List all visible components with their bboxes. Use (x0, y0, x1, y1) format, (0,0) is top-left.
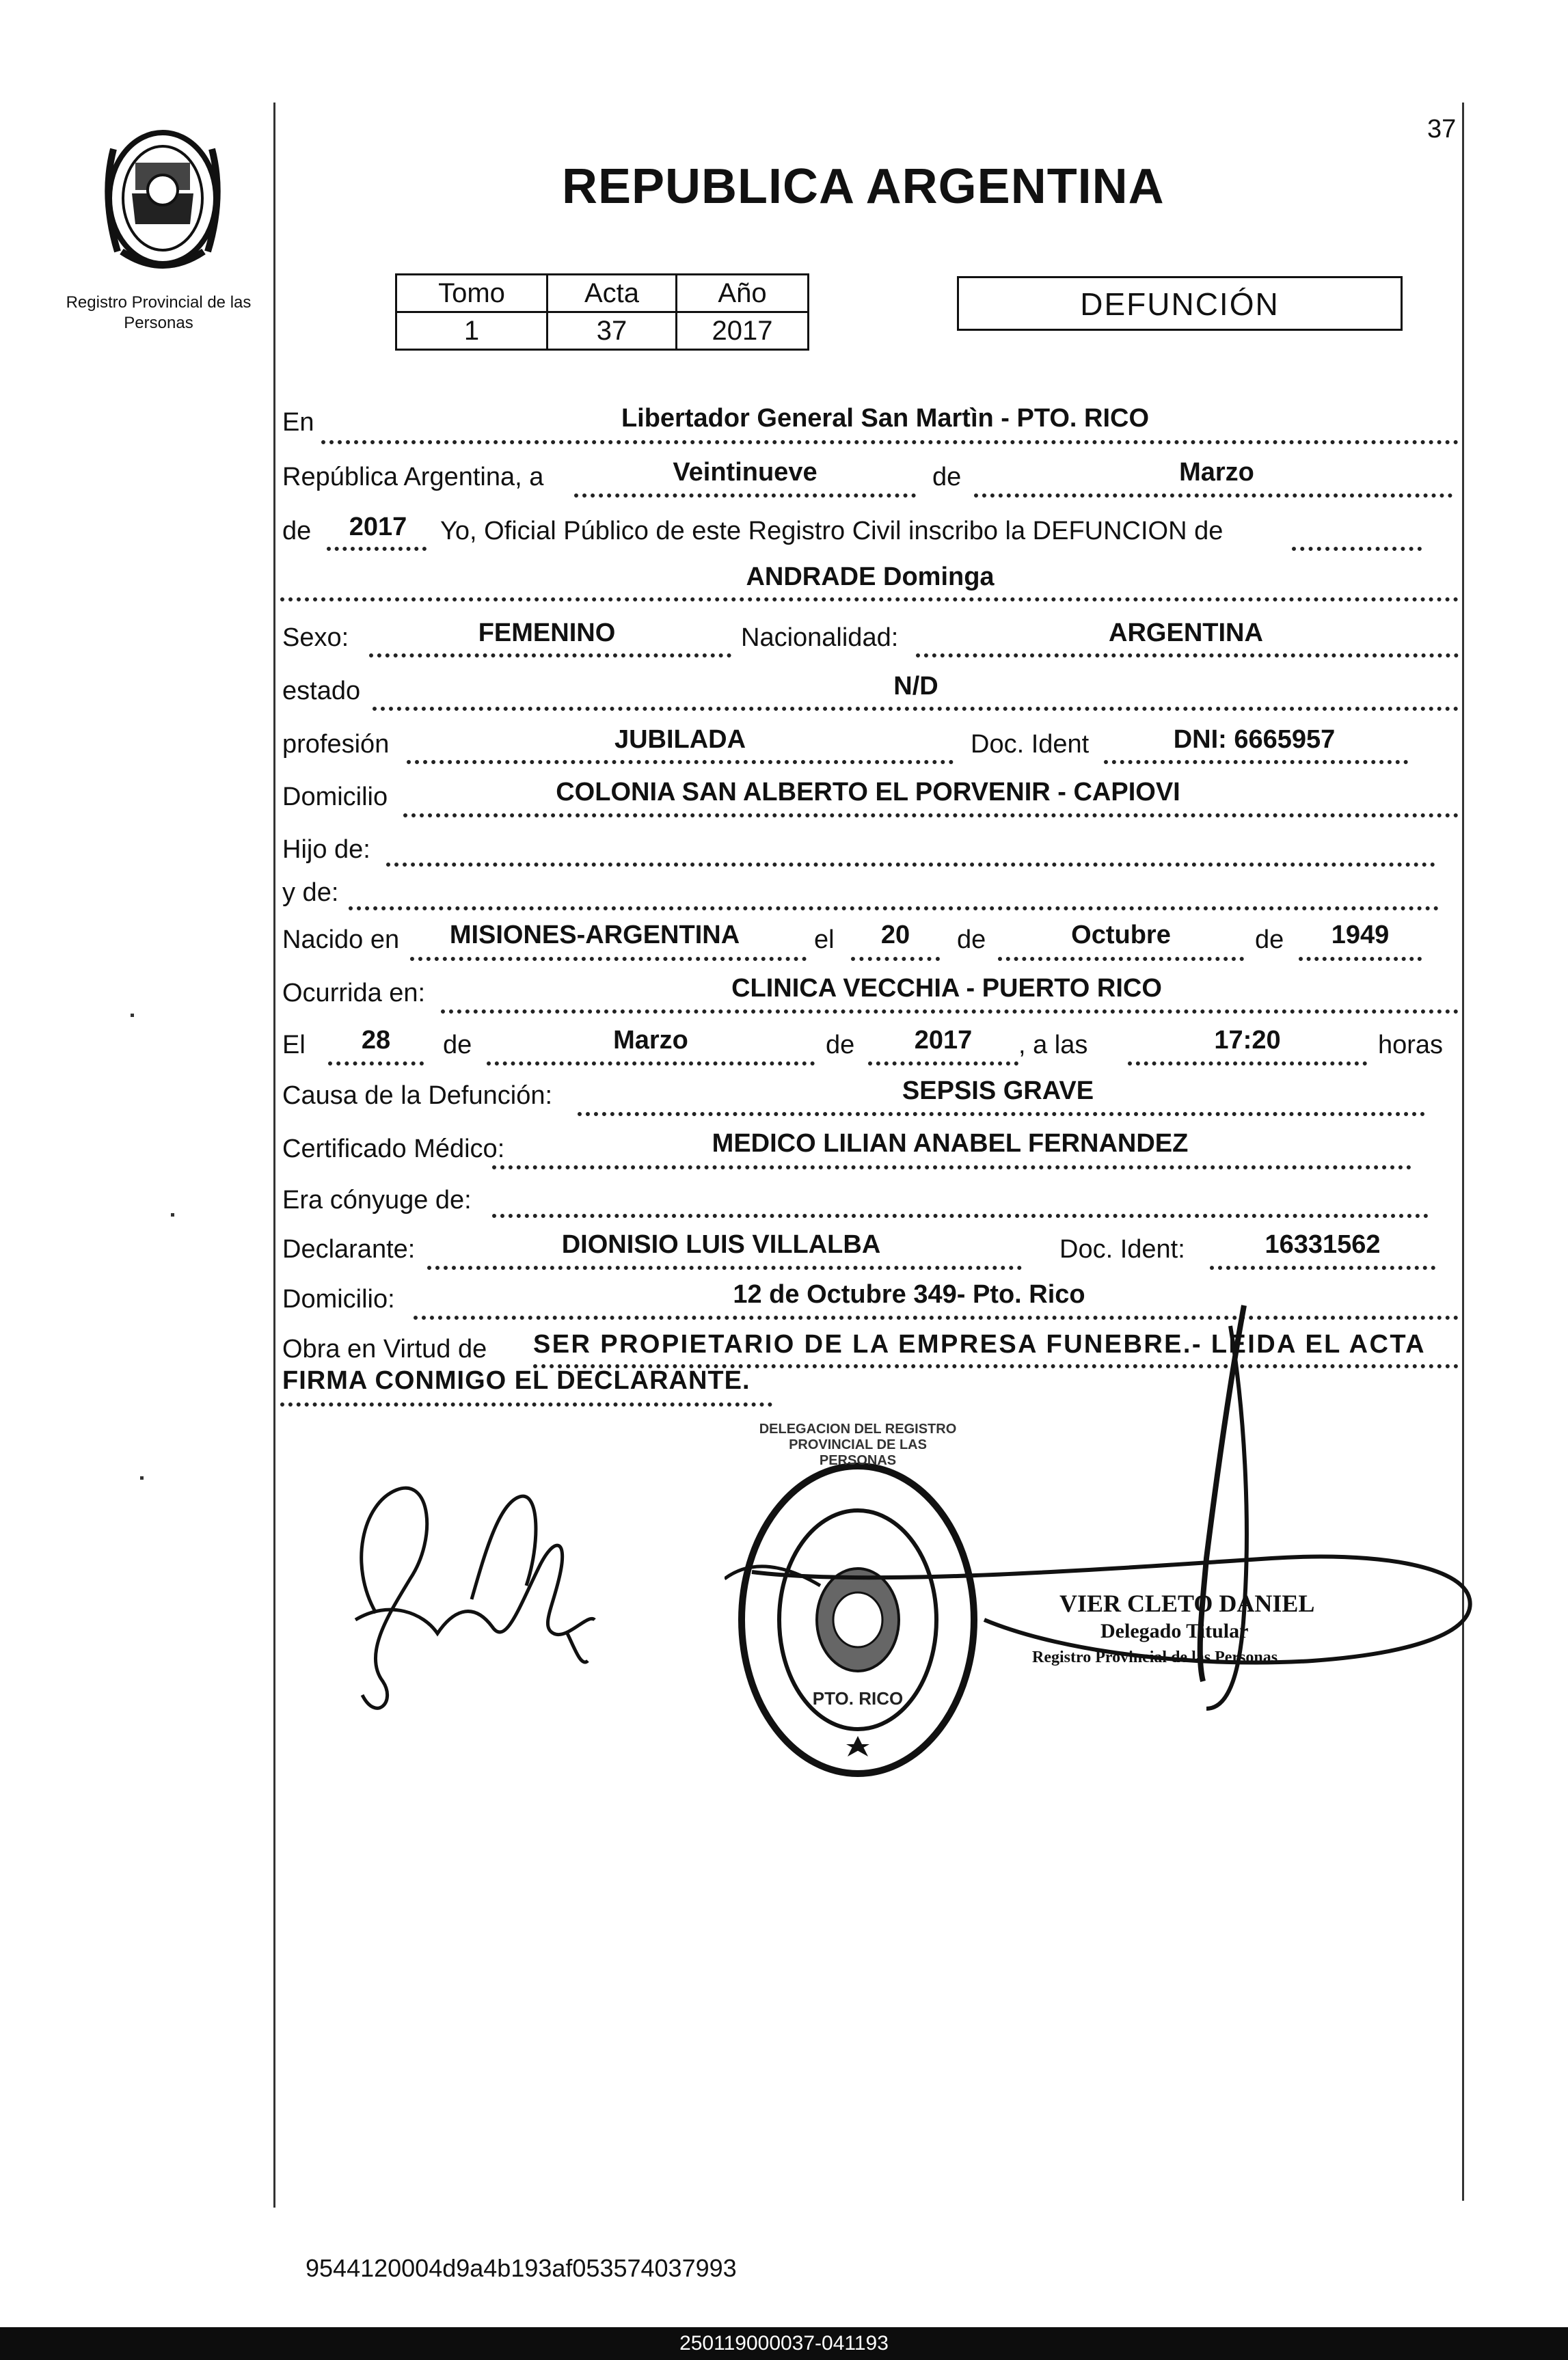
birth-de2-label: de (1255, 925, 1284, 954)
doc-ident-value: DNI: 6665957 (1173, 725, 1336, 754)
signature-scribble-icon (335, 1463, 622, 1722)
name-dotted-line (280, 597, 1459, 601)
page-title: REPUBLICA ARGENTINA (562, 159, 1165, 214)
province-logo (94, 122, 231, 279)
month-dotted-line (974, 493, 1452, 498)
domicilio-dotted-line (403, 813, 1459, 817)
death-de1-label: de (443, 1031, 472, 1059)
birth-month: Octubre (1071, 921, 1171, 949)
barcode-text: 250119000037-041193 (679, 2332, 889, 2355)
profesion-dotted-line (407, 760, 954, 764)
province-shield-icon (94, 122, 231, 279)
profesion-label: profesión (282, 730, 390, 759)
death-el-label: El (282, 1031, 306, 1059)
record-table-header-cell: Tomo (396, 275, 548, 312)
scan-mark (171, 1213, 174, 1217)
death-day: 28 (361, 1026, 391, 1055)
decl-doc-label: Doc. Ident: (1059, 1235, 1185, 1264)
en-label: En (282, 408, 314, 437)
birth-day: 20 (880, 921, 910, 949)
obra-value-line2: FIRMA CONMIGO EL DECLARANTE. (282, 1366, 751, 1395)
republica-label: República Argentina, a (282, 463, 544, 491)
record-table-cell: 37 (548, 312, 677, 350)
hijo-label: Hijo de: (282, 835, 370, 864)
decl-doc-dotted-line (1210, 1266, 1435, 1270)
profesion-value: JUBILADA (614, 725, 746, 754)
day-value: Veintinueve (673, 458, 817, 487)
official-signature (725, 1299, 1483, 1791)
de-label: de (932, 463, 962, 491)
ocurrida-dotted-line (441, 1009, 1459, 1014)
conyuge-label: Era cónyuge de: (282, 1186, 472, 1215)
y-de-label: y de: (282, 878, 339, 907)
record-type-box (957, 276, 1403, 331)
birth-day-dotted-line (851, 957, 940, 961)
declarant-signature (335, 1463, 622, 1722)
signature-flourish-icon (725, 1299, 1483, 1791)
nacionalidad-label: Nacionalidad: (741, 623, 899, 652)
nacido-label: Nacido en (282, 925, 400, 954)
barcode-bar (0, 2327, 1568, 2360)
document-hash: 9544120004d9a4b193af053574037993 (306, 2254, 737, 2282)
record-table-header-cell: Año (677, 275, 809, 312)
official-role: Delegado Titular (1100, 1620, 1249, 1642)
obra-dotted-line-2 (280, 1402, 772, 1407)
y-de-dotted-line (349, 906, 1439, 910)
death-month: Marzo (613, 1026, 688, 1055)
death-de2-label: de (826, 1031, 855, 1059)
nacionalidad-dotted-line (916, 653, 1459, 657)
death-month-dotted-line (487, 1061, 815, 1066)
estado-label: estado (282, 677, 361, 705)
death-year-dotted-line (868, 1061, 1018, 1066)
declarante-dotted-line (427, 1266, 1022, 1270)
en-dotted-line (321, 440, 1459, 444)
decl-domicilio-value: 12 de Octubre 349- Pto. Rico (733, 1280, 1085, 1309)
estado-dotted-line (373, 707, 1459, 711)
decl-domicilio-label: Domicilio: (282, 1285, 395, 1314)
birth-month-dotted-line (998, 957, 1244, 961)
year-value: 2017 (349, 513, 407, 541)
horas-label: horas (1378, 1031, 1444, 1059)
domicilio-value: COLONIA SAN ALBERTO EL PORVENIR - CAPIOVI (556, 778, 1180, 806)
death-day-dotted-line (328, 1061, 424, 1066)
record-table-header-cell: Acta (548, 275, 677, 312)
left-margin-line (273, 103, 275, 2208)
sexo-value: FEMENINO (478, 619, 616, 647)
declarante-label: Declarante: (282, 1235, 416, 1264)
intro-text: Yo, Oficial Público de este Registro Civil inscribo la DEFUNCION de (440, 517, 1224, 545)
doc-ident-dotted-line (1104, 760, 1408, 764)
declarante-value: DIONISIO LUIS VILLALBA (561, 1230, 881, 1259)
birth-year-dotted-line (1299, 957, 1422, 961)
seal-text: DELEGACION DEL REGISTRO PROVINCIAL DE LAS PERSONAS (759, 1422, 957, 1468)
causa-label: Causa de la Defunción: (282, 1081, 553, 1110)
year-label: de (282, 517, 312, 545)
causa-dotted-line (578, 1112, 1425, 1116)
record-type: DEFUNCIÓN (1080, 286, 1280, 322)
month-value: Marzo (1179, 458, 1254, 487)
record-table-row (396, 312, 809, 350)
conyuge-dotted-line (492, 1214, 1429, 1218)
record-table-header (396, 275, 809, 312)
seal-inner-text: PTO. RICO (812, 1688, 904, 1709)
scan-mark (131, 1014, 134, 1017)
official-name: VIER CLETO DANIEL (1059, 1590, 1315, 1617)
birth-year: 1949 (1331, 921, 1390, 949)
logo-caption: Registro Provincial de las Personas (66, 293, 252, 332)
death-time: 17:20 (1214, 1026, 1281, 1055)
nacionalidad-value: ARGENTINA (1109, 619, 1263, 647)
estado-value: N/D (893, 672, 938, 701)
intro-dotted-line (1292, 547, 1422, 551)
el-label: el (814, 925, 835, 954)
year-dotted-line (327, 547, 427, 551)
hijo-dotted-line (386, 863, 1435, 867)
birth-de1-label: de (957, 925, 986, 954)
deceased-name: ANDRADE Dominga (746, 562, 995, 591)
causa-value: SEPSIS GRAVE (902, 1076, 1094, 1105)
certificado-label: Certificado Médico: (282, 1135, 505, 1163)
official-office: Registro Provincial de las Personas (1032, 1649, 1278, 1666)
sexo-dotted-line (369, 653, 731, 657)
doc-ident-label: Doc. Ident (971, 730, 1090, 759)
obra-label: Obra en Virtud de (282, 1335, 487, 1364)
record-table-cell: 2017 (677, 312, 809, 350)
record-table-cell: 1 (396, 312, 548, 350)
record-table (395, 273, 809, 351)
ocurrida-value: CLINICA VECCHIA - PUERTO RICO (731, 974, 1162, 1003)
certificado-dotted-line (492, 1165, 1411, 1169)
decl-doc-value: 16331562 (1265, 1230, 1381, 1259)
death-year: 2017 (914, 1026, 973, 1055)
scan-mark (140, 1476, 144, 1480)
right-margin-line (1462, 103, 1464, 2201)
ocurrida-label: Ocurrida en: (282, 979, 426, 1007)
en-value: Libertador General San Martìn - PTO. RICO (621, 404, 1150, 433)
nacido-dotted-line (410, 957, 807, 961)
obra-value-line1: SER PROPIETARIO DE LA EMPRESA FUNEBRE.- LEIDA EL ACTA (533, 1330, 1426, 1359)
sexo-label: Sexo: (282, 623, 349, 652)
day-dotted-line (574, 493, 916, 498)
page-number: 37 (1427, 115, 1457, 144)
certificado-value: MEDICO LILIAN ANABEL FERNANDEZ (712, 1129, 1189, 1158)
domicilio-label: Domicilio (282, 783, 388, 811)
death-time-dotted-line (1128, 1061, 1367, 1066)
nacido-value: MISIONES-ARGENTINA (449, 921, 740, 949)
a-las-label: , a las (1018, 1031, 1088, 1059)
